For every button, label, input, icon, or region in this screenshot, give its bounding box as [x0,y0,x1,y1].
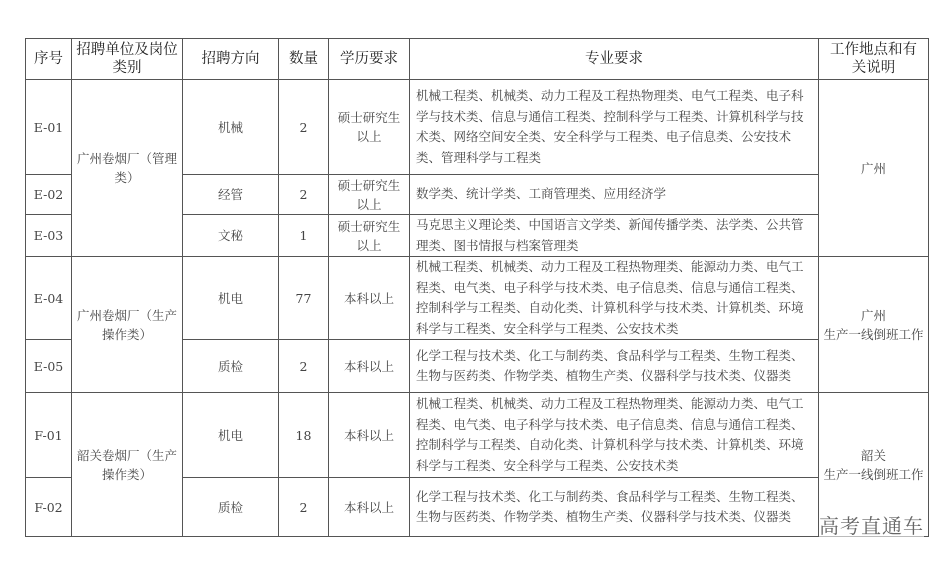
row-majors: 机械工程类、机械类、动力工程及工程热物理类、电气工程类、电子科学与技术类、信息与通信工程类、控制科学与工程类、计算机科学与技术类、网络空间安全类、安全科学与工程类、电子信息类、公安技术类、管理科学与工程类 [410,80,819,175]
unit-cell: 广州卷烟厂（生产操作类） [72,257,183,393]
row-majors: 马克思主义理论类、中国语言文学类、新闻传播学类、法学类、公共管理类、图书情报与档案管理类 [410,215,819,257]
row-id: E-02 [26,175,72,215]
row-majors: 数学类、统计学类、工商管理类、应用经济学 [410,175,819,215]
table-row [26,393,929,478]
header-education: 学历要求 [329,39,410,80]
row-count: 2 [279,175,329,215]
row-education: 硕士研究生以上 [329,80,410,175]
table-row [26,80,929,175]
row-direction: 质检 [183,340,279,393]
header-majors: 专业要求 [410,39,819,80]
watermark: 高考直通车 [819,510,924,539]
row-count: 2 [279,478,329,537]
location-cell: 韶关 生产一线倒班工作 [819,393,929,537]
row-education: 本科以上 [329,257,410,340]
row-id: E-04 [26,257,72,340]
row-direction: 质检 [183,478,279,537]
row-majors: 化学工程与技术类、化工与制药类、食品科学与工程类、生物工程类、生物与医药类、作物学类、植物生产类、仪器科学与技术类、仪器类 [410,478,819,537]
row-count: 2 [279,340,329,393]
row-count: 18 [279,393,329,478]
row-majors: 机械工程类、机械类、动力工程及工程热物理类、能源动力类、电气工程类、电气类、电子科学与技术类、电子信息类、信息与通信工程类、控制科学与工程类、自动化类、计算机科学与技术类、计算机类、环境科学与工程类、安全科学与工程类、公安技术类 [410,257,819,340]
row-count: 1 [279,215,329,257]
row-direction: 经管 [183,175,279,215]
row-education: 硕士研究生以上 [329,175,410,215]
unit-cell: 广州卷烟厂（管理类） [72,80,183,257]
location-cell: 广州 生产一线倒班工作 [819,257,929,393]
row-education: 本科以上 [329,340,410,393]
row-direction: 文秘 [183,215,279,257]
table-row [26,257,929,340]
row-direction: 机电 [183,257,279,340]
header-direction: 招聘方向 [183,39,279,80]
row-id: E-05 [26,340,72,393]
row-count: 2 [279,80,329,175]
header-unit: 招聘单位及岗位类别 [72,39,183,80]
row-education: 硕士研究生以上 [329,215,410,257]
recruitment-table [25,38,929,537]
row-education: 本科以上 [329,393,410,478]
header-row [26,39,929,80]
row-direction: 机械 [183,80,279,175]
row-count: 77 [279,257,329,340]
header-count: 数量 [279,39,329,80]
row-majors: 机械工程类、机械类、动力工程及工程热物理类、能源动力类、电气工程类、电气类、电子科学与技术类、电子信息类、信息与通信工程类、控制科学与工程类、自动化类、计算机科学与技术类、计算机类、环境科学与工程类、安全科学与工程类、公安技术类 [410,393,819,478]
row-id: F-01 [26,393,72,478]
unit-cell: 韶关卷烟厂（生产操作类） [72,393,183,537]
row-majors: 化学工程与技术类、化工与制药类、食品科学与工程类、生物工程类、生物与医药类、作物学类、植物生产类、仪器科学与技术类、仪器类 [410,340,819,393]
row-id: E-01 [26,80,72,175]
location-cell: 广州 [819,80,929,257]
header-location: 工作地点和有关说明 [819,39,929,80]
row-education: 本科以上 [329,478,410,537]
row-direction: 机电 [183,393,279,478]
row-id: F-02 [26,478,72,537]
header-id: 序号 [26,39,72,80]
row-id: E-03 [26,215,72,257]
